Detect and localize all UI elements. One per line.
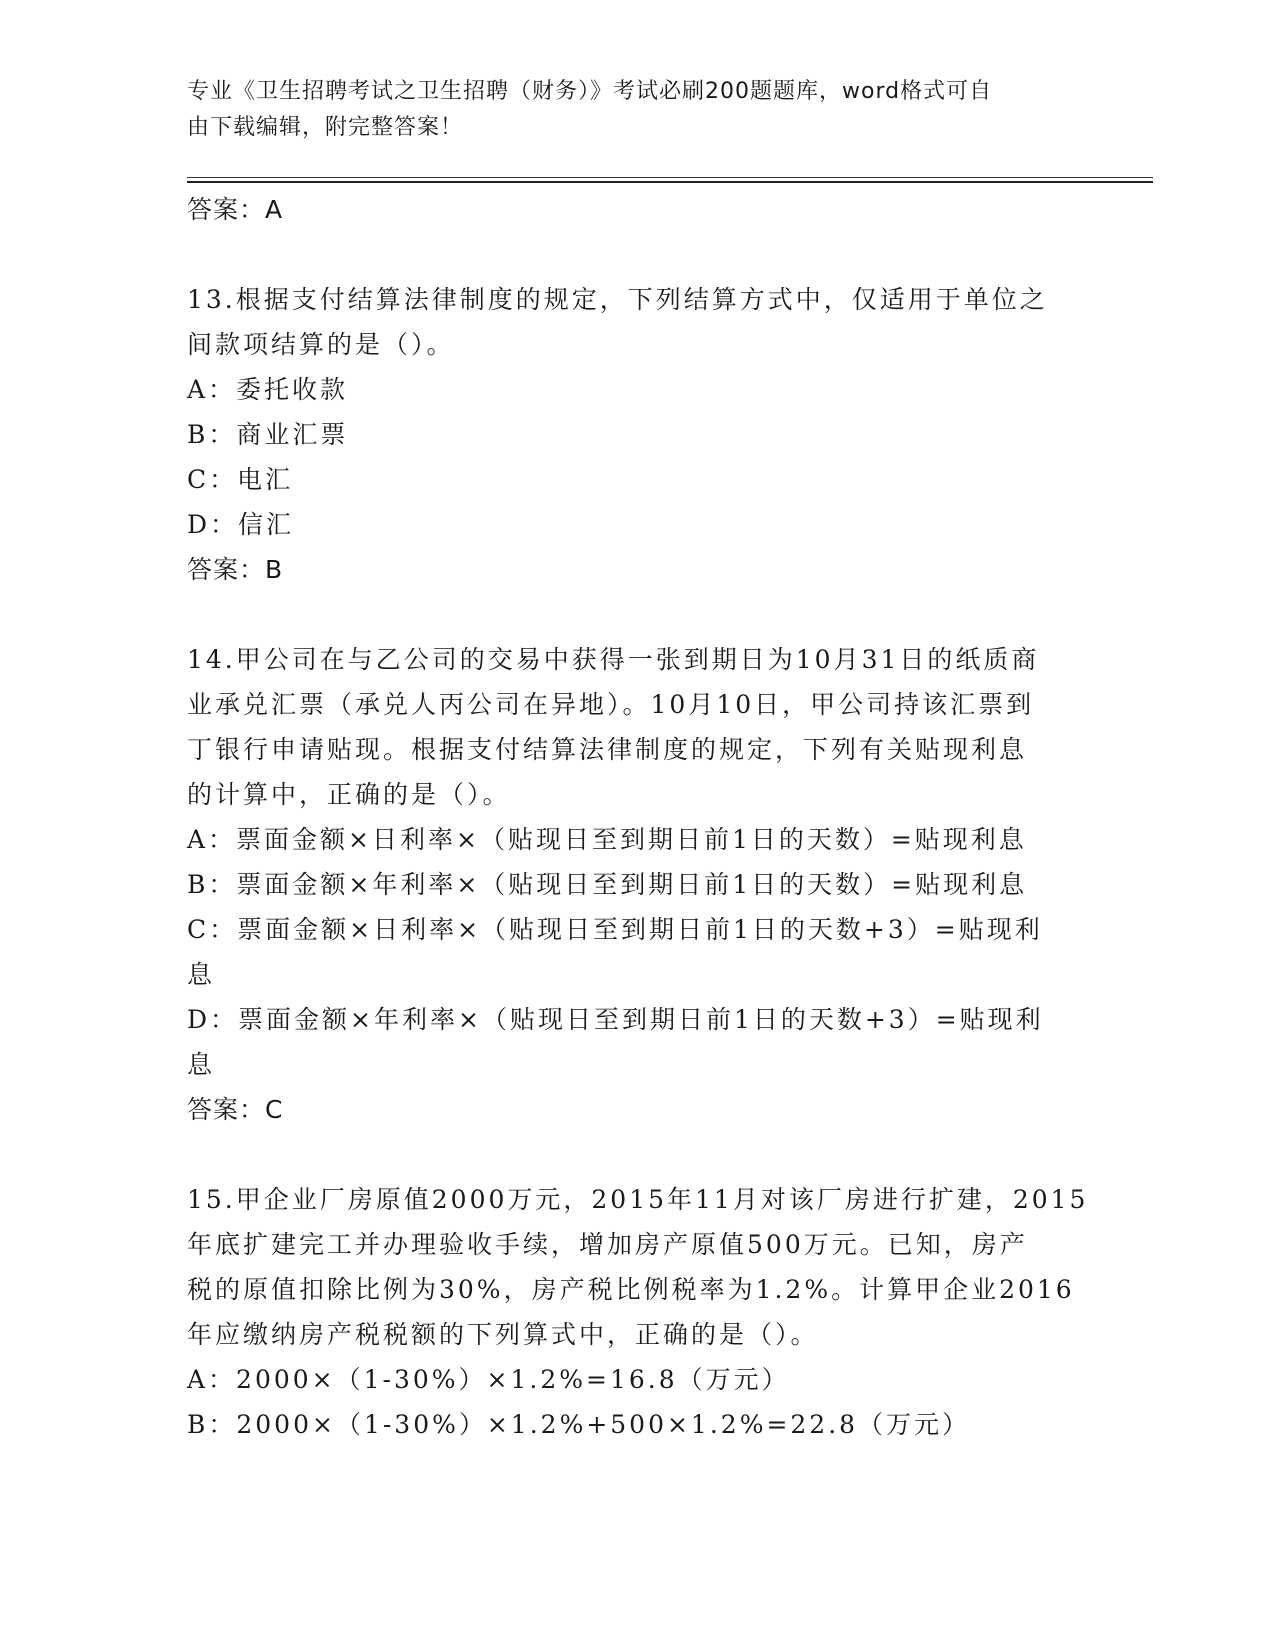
question-15-line-2: 年底扩建完工并办理验收手续，增加房产原值500万元。已知，房产	[187, 1230, 1028, 1259]
question-14-option-c: C：票面金额×日利率×（贴现日至到期日前1日的天数+3）=贴现利	[187, 915, 1043, 944]
question-14-line-1: 14.甲公司在与乙公司的交易中获得一张到期日为10月31日的纸质商	[187, 645, 1040, 674]
question-13-option-a: A：委托收款	[187, 375, 349, 404]
question-14-line-3: 丁银行申请贴现。根据支付结算法律制度的规定，下列有关贴现利息	[187, 735, 1028, 764]
question-14	[187, 637, 1087, 1132]
header-divider-thin	[187, 177, 1153, 178]
question-14-line-2: 业承兑汇票（承兑人丙公司在异地）。10月10日，甲公司持该汇票到	[187, 690, 1035, 719]
spacer	[187, 1132, 1087, 1177]
question-13-line-2: 间款项结算的是（）。	[187, 330, 455, 359]
question-15-line-1: 15.甲企业厂房原值2000万元，2015年11月对该厂房进行扩建，2015	[187, 1185, 1089, 1214]
spacer	[187, 592, 1087, 637]
header-line-2: 由下载编辑，附完整答案！	[187, 115, 464, 140]
question-14-option-a: A：票面金额×日利率×（贴现日至到期日前1日的天数）=贴现利息	[187, 825, 1027, 854]
question-15	[187, 1177, 1087, 1447]
question-13-line-1: 13.根据支付结算法律制度的规定，下列结算方式中，仅适用于单位之	[187, 285, 1048, 314]
question-14-option-d-cont: 息	[187, 1050, 216, 1079]
question-15-line-4: 年应缴纳房产税税额的下列算式中，正确的是（）。	[187, 1320, 819, 1349]
document-header	[187, 74, 1067, 146]
question-15-line-3: 税的原值扣除比例为30%，房产税比例税率为1.2%。计算甲企业2016	[187, 1275, 1075, 1304]
question-15-option-b: B：2000×（1-30%）×1.2%+500×1.2%=22.8（万元）	[187, 1410, 971, 1439]
answer-12: 答案：A	[187, 195, 284, 224]
question-14-line-4: 的计算中，正确的是（）。	[187, 780, 511, 809]
document-body	[187, 187, 1087, 1447]
question-13	[187, 277, 1087, 592]
question-15-option-a: A：2000×（1-30%）×1.2%=16.8（万元）	[187, 1365, 790, 1394]
answer-13: 答案：B	[187, 555, 284, 584]
question-13-option-b: B：商业汇票	[187, 420, 349, 449]
question-13-option-d: D：信汇	[187, 510, 295, 539]
header-line-1: 专业《卫生招聘考试之卫生招聘（财务）》考试必刷200题题库，word格式可自	[187, 79, 993, 104]
question-14-option-b: B：票面金额×年利率×（贴现日至到期日前1日的天数）=贴现利息	[187, 870, 1028, 899]
question-14-option-c-cont: 息	[187, 960, 216, 989]
spacer	[187, 232, 1087, 277]
question-14-option-d: D：票面金额×年利率×（贴现日至到期日前1日的天数+3）=贴现利	[187, 1005, 1044, 1034]
answer-14: 答案：C	[187, 1095, 284, 1124]
question-13-option-c: C：电汇	[187, 465, 294, 494]
header-divider-thick	[187, 181, 1153, 183]
